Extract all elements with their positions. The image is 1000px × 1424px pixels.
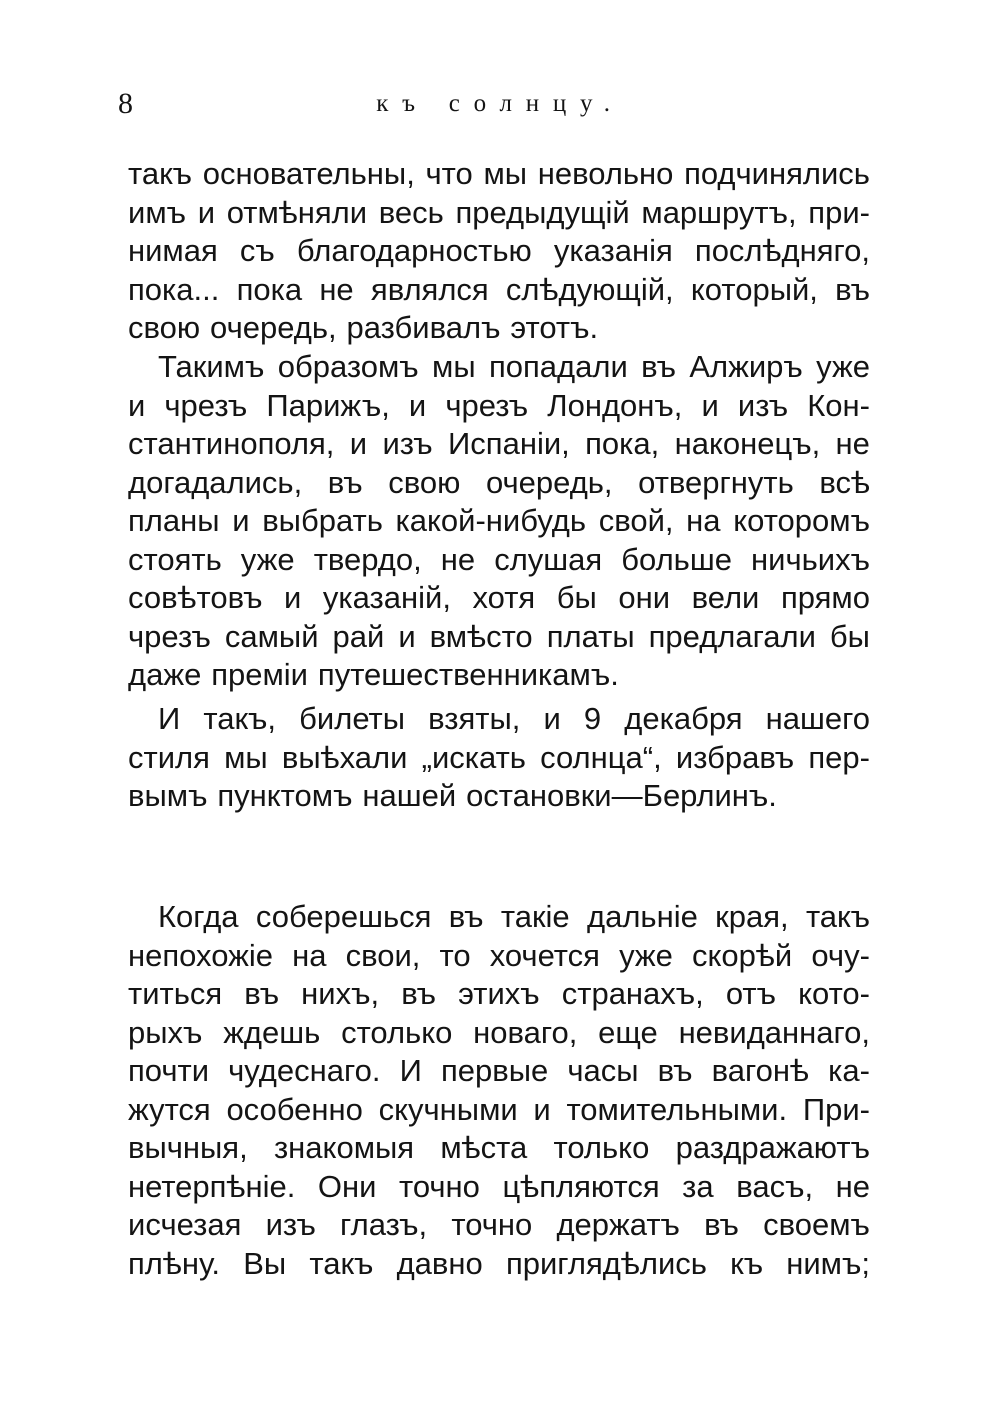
text-line: имъ и отмѣняли весь предыдущій маршрутъ, при- xyxy=(128,194,870,230)
text-line: нетерпѣніе. Они точно цѣпляются за васъ, не xyxy=(128,1168,870,1204)
text-line: пока... пока не являлся слѣдующій, который, въ xyxy=(128,271,870,307)
page-number: 8 xyxy=(118,87,133,120)
text-line: стоять уже твердо, не слушая больше ничьихъ xyxy=(128,541,870,577)
text-line: рыхъ ждешь столько новаго, еще невиданнаго, xyxy=(128,1014,870,1050)
paragraph xyxy=(128,700,870,816)
running-title: къ солнцу. xyxy=(376,90,624,117)
text-line: И такъ, билеты взяты, и 9 декабря нашего xyxy=(158,701,870,736)
text-line: чрезъ самый рай и вмѣсто платы предлагали бы xyxy=(128,618,870,654)
text-line: вычныя, знакомыя мѣста только раздражаютъ xyxy=(128,1130,870,1165)
text-line: непохожіе на свои, то хочется уже скорѣй очу- xyxy=(128,937,870,973)
paragraph xyxy=(128,155,870,348)
text-line: даже преміи путешественникамъ. xyxy=(128,657,619,692)
text-line: нимая съ благодарностью указанія послѣдняго, xyxy=(128,233,870,268)
paragraph xyxy=(128,348,870,695)
text-line: вымъ пунктомъ нашей остановки—Берлинъ. xyxy=(128,778,777,813)
paragraph xyxy=(128,898,870,1283)
text-line: Такимъ образомъ мы попадали въ Алжиръ уже xyxy=(158,349,870,384)
text-line: свою очередь, разбивалъ этотъ. xyxy=(128,310,599,345)
text-line: титься въ нихъ, въ этихъ странахъ, отъ кото- xyxy=(128,976,870,1011)
text-line: Когда соберешься въ такіе дальніе края, такъ xyxy=(158,899,870,934)
text-line: совѣтовъ и указаній, хотя бы они вели прямо xyxy=(128,580,870,615)
text-line: почти чудеснаго. И первые часы въ вагонѣ ка- xyxy=(128,1053,870,1088)
text-line: стантинополя, и изъ Испаніи, пока, наконецъ, не xyxy=(128,426,870,461)
text-line: жутся особенно скучными и томительными. При- xyxy=(128,1091,870,1127)
text-line: такъ основательны, что мы невольно подчинялись xyxy=(128,156,870,191)
text-line: догадались, въ свою очередь, отвергнуть всѣ xyxy=(128,464,870,500)
text-line: плѣну. Вы такъ давно приглядѣлись къ нимъ; xyxy=(128,1245,870,1281)
text-line: планы и выбрать какой-нибудь свой, на которомъ xyxy=(128,503,870,538)
text-line: исчезая изъ глазъ, точно держатъ въ своемъ xyxy=(128,1207,870,1242)
text-line: стиля мы выѣхали „искать солнца“, избравъ пер- xyxy=(128,739,870,775)
page-header xyxy=(0,84,1000,124)
text-line: и чрезъ Парижъ, и чрезъ Лондонъ, и изъ Кон- xyxy=(128,387,870,423)
